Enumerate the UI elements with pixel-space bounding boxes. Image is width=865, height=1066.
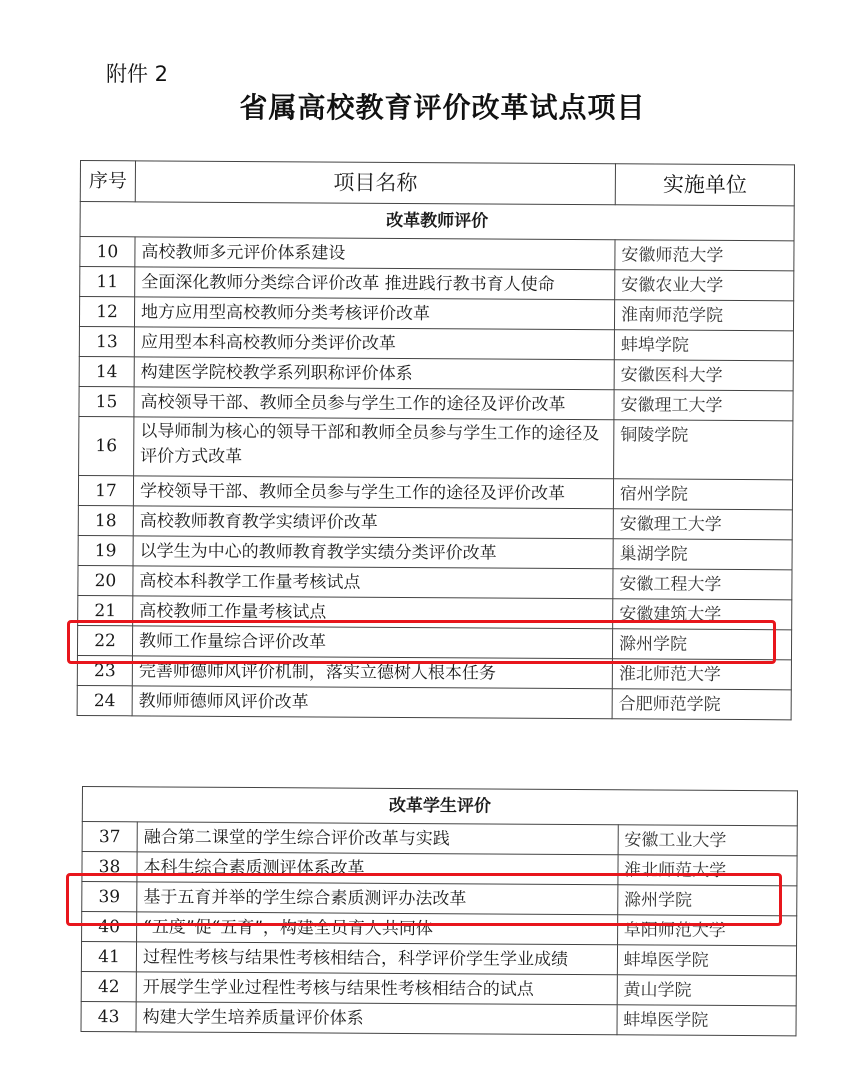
row-unit: 淮南师范学院 [614,300,793,331]
row-no: 12 [79,297,134,327]
row-project-name: “五度”促“五育”，构建全员育人共同体 [137,912,618,945]
row-unit: 蚌埠医学院 [617,1005,796,1036]
row-project-name: 构建医学院校教学系列职称评价体系 [134,357,614,390]
row-no: 10 [80,237,135,267]
row-project-name: 构建大学生培养质量评价体系 [136,1002,617,1035]
row-no: 37 [82,822,137,852]
table-row [77,685,791,719]
row-no: 22 [77,625,132,655]
row-no: 24 [77,685,132,715]
row-unit: 巢湖学院 [613,539,792,570]
row-project-name: 高校教师多元评价体系建设 [135,237,615,270]
row-project-name: 教师工作量综合评价改革 [132,626,612,659]
section-title-teacher: 改革教师评价 [80,202,794,241]
row-project-name: 学校领导干部、教师全员参与学生工作的途径及评价改革 [133,476,613,509]
row-no: 18 [78,505,133,535]
row-unit: 蚌埠学院 [614,330,793,361]
row-unit: 宿州学院 [613,479,792,510]
row-unit: 阜阳师范大学 [617,915,796,946]
row-unit: 滁州学院 [617,885,796,916]
row-project-name: 高校领导干部、教师全员参与学生工作的途径及评价改革 [134,387,614,420]
row-no: 40 [82,912,137,942]
row-project-name: 全面深化教师分类综合评价改革 推进践行教书育人使命 [135,267,615,300]
row-project-name: 融合第二课堂的学生综合评价改革与实践 [137,822,618,855]
row-unit: 安徽农业大学 [615,270,794,301]
row-no: 38 [82,852,137,882]
highlight-box-row-22 [67,620,776,664]
row-no: 23 [77,655,132,685]
section-title-student: 改革学生评价 [82,787,797,826]
row-no: 41 [81,942,136,972]
row-no: 19 [78,535,133,565]
row-unit: 淮北师范大学 [618,855,797,886]
table-row [81,971,796,1005]
header-unit: 实施单位 [615,164,794,206]
table-row [79,326,793,360]
highlight-box-row-39 [66,873,782,926]
row-unit: 安徽理工大学 [614,390,793,421]
table-row [80,267,794,301]
row-no: 39 [82,882,137,912]
row-unit: 安徽师范大学 [615,240,794,271]
section-row [80,202,794,241]
header-no: 序号 [80,161,135,202]
row-project-name: 应用型本科高校教师分类评价改革 [134,327,614,360]
row-no: 16 [79,416,134,475]
row-project-name: 本科生综合素质测评体系改革 [137,852,618,885]
row-project-name: 高校教师工作量考核试点 [133,596,613,629]
row-unit: 淮北师范大学 [612,659,791,690]
row-project-name: 过程性考核与结果性考核相结合，科学评价学生学业成绩 [136,942,617,975]
row-unit: 安徽建筑大学 [613,599,792,630]
row-project-name: 完善师德师风评价机制，落实立德树人根本任务 [132,656,612,689]
row-unit: 铜陵学院 [614,420,793,480]
row-project-name: 地方应用型高校教师分类考核评价改革 [134,297,614,330]
row-project-name: 以导师制为核心的领导干部和教师全员参与学生工作的途径及评价方式改革 [134,417,614,479]
table-row [79,356,793,390]
header-name: 项目名称 [135,161,615,205]
row-project-name: 高校教师教育教学实绩评价改革 [133,506,613,539]
row-unit: 安徽理工大学 [613,509,792,540]
table-row [81,942,796,976]
table-row [79,386,793,420]
table-row [81,1001,796,1035]
table-row [78,565,792,599]
row-unit: 合肥师范学院 [612,689,791,720]
row-unit: 滁州学院 [612,629,791,660]
row-unit: 蚌埠医学院 [617,945,796,976]
row-no: 11 [80,267,135,297]
table-row [80,237,794,271]
row-no: 14 [79,356,134,386]
row-unit: 安徽医科大学 [614,360,793,391]
table-row [82,822,797,856]
row-project-name: 教师师德师风评价改革 [132,686,612,719]
table-row [78,475,792,509]
row-no: 13 [79,326,134,356]
document-title: 省属高校教育评价改革试点项目 [239,91,646,124]
row-project-name: 开展学生学业过程性考核与结果性考核相结合的试点 [136,972,617,1005]
row-no: 21 [78,595,133,625]
row-no: 42 [81,971,136,1001]
row-no: 15 [79,386,134,416]
table-row [79,297,793,331]
section-row [82,787,797,826]
row-no: 43 [81,1001,136,1031]
row-project-name: 以学生为中心的教师教育教学实绩分类评价改革 [133,536,613,569]
table-header-row [80,161,794,206]
attachment-label: 附件 2 [106,62,169,86]
row-project-name: 高校本科教学工作量考核试点 [133,566,613,599]
row-no: 17 [78,475,133,505]
table-row [78,505,792,539]
row-unit: 安徽工业大学 [618,825,797,856]
row-unit: 黄山学院 [617,975,796,1006]
table-row [79,416,793,479]
table-row [78,535,792,569]
row-unit: 安徽工程大学 [613,569,792,600]
row-project-name: 基于五育并举的学生综合素质测评办法改革 [137,882,618,915]
row-no: 20 [78,565,133,595]
